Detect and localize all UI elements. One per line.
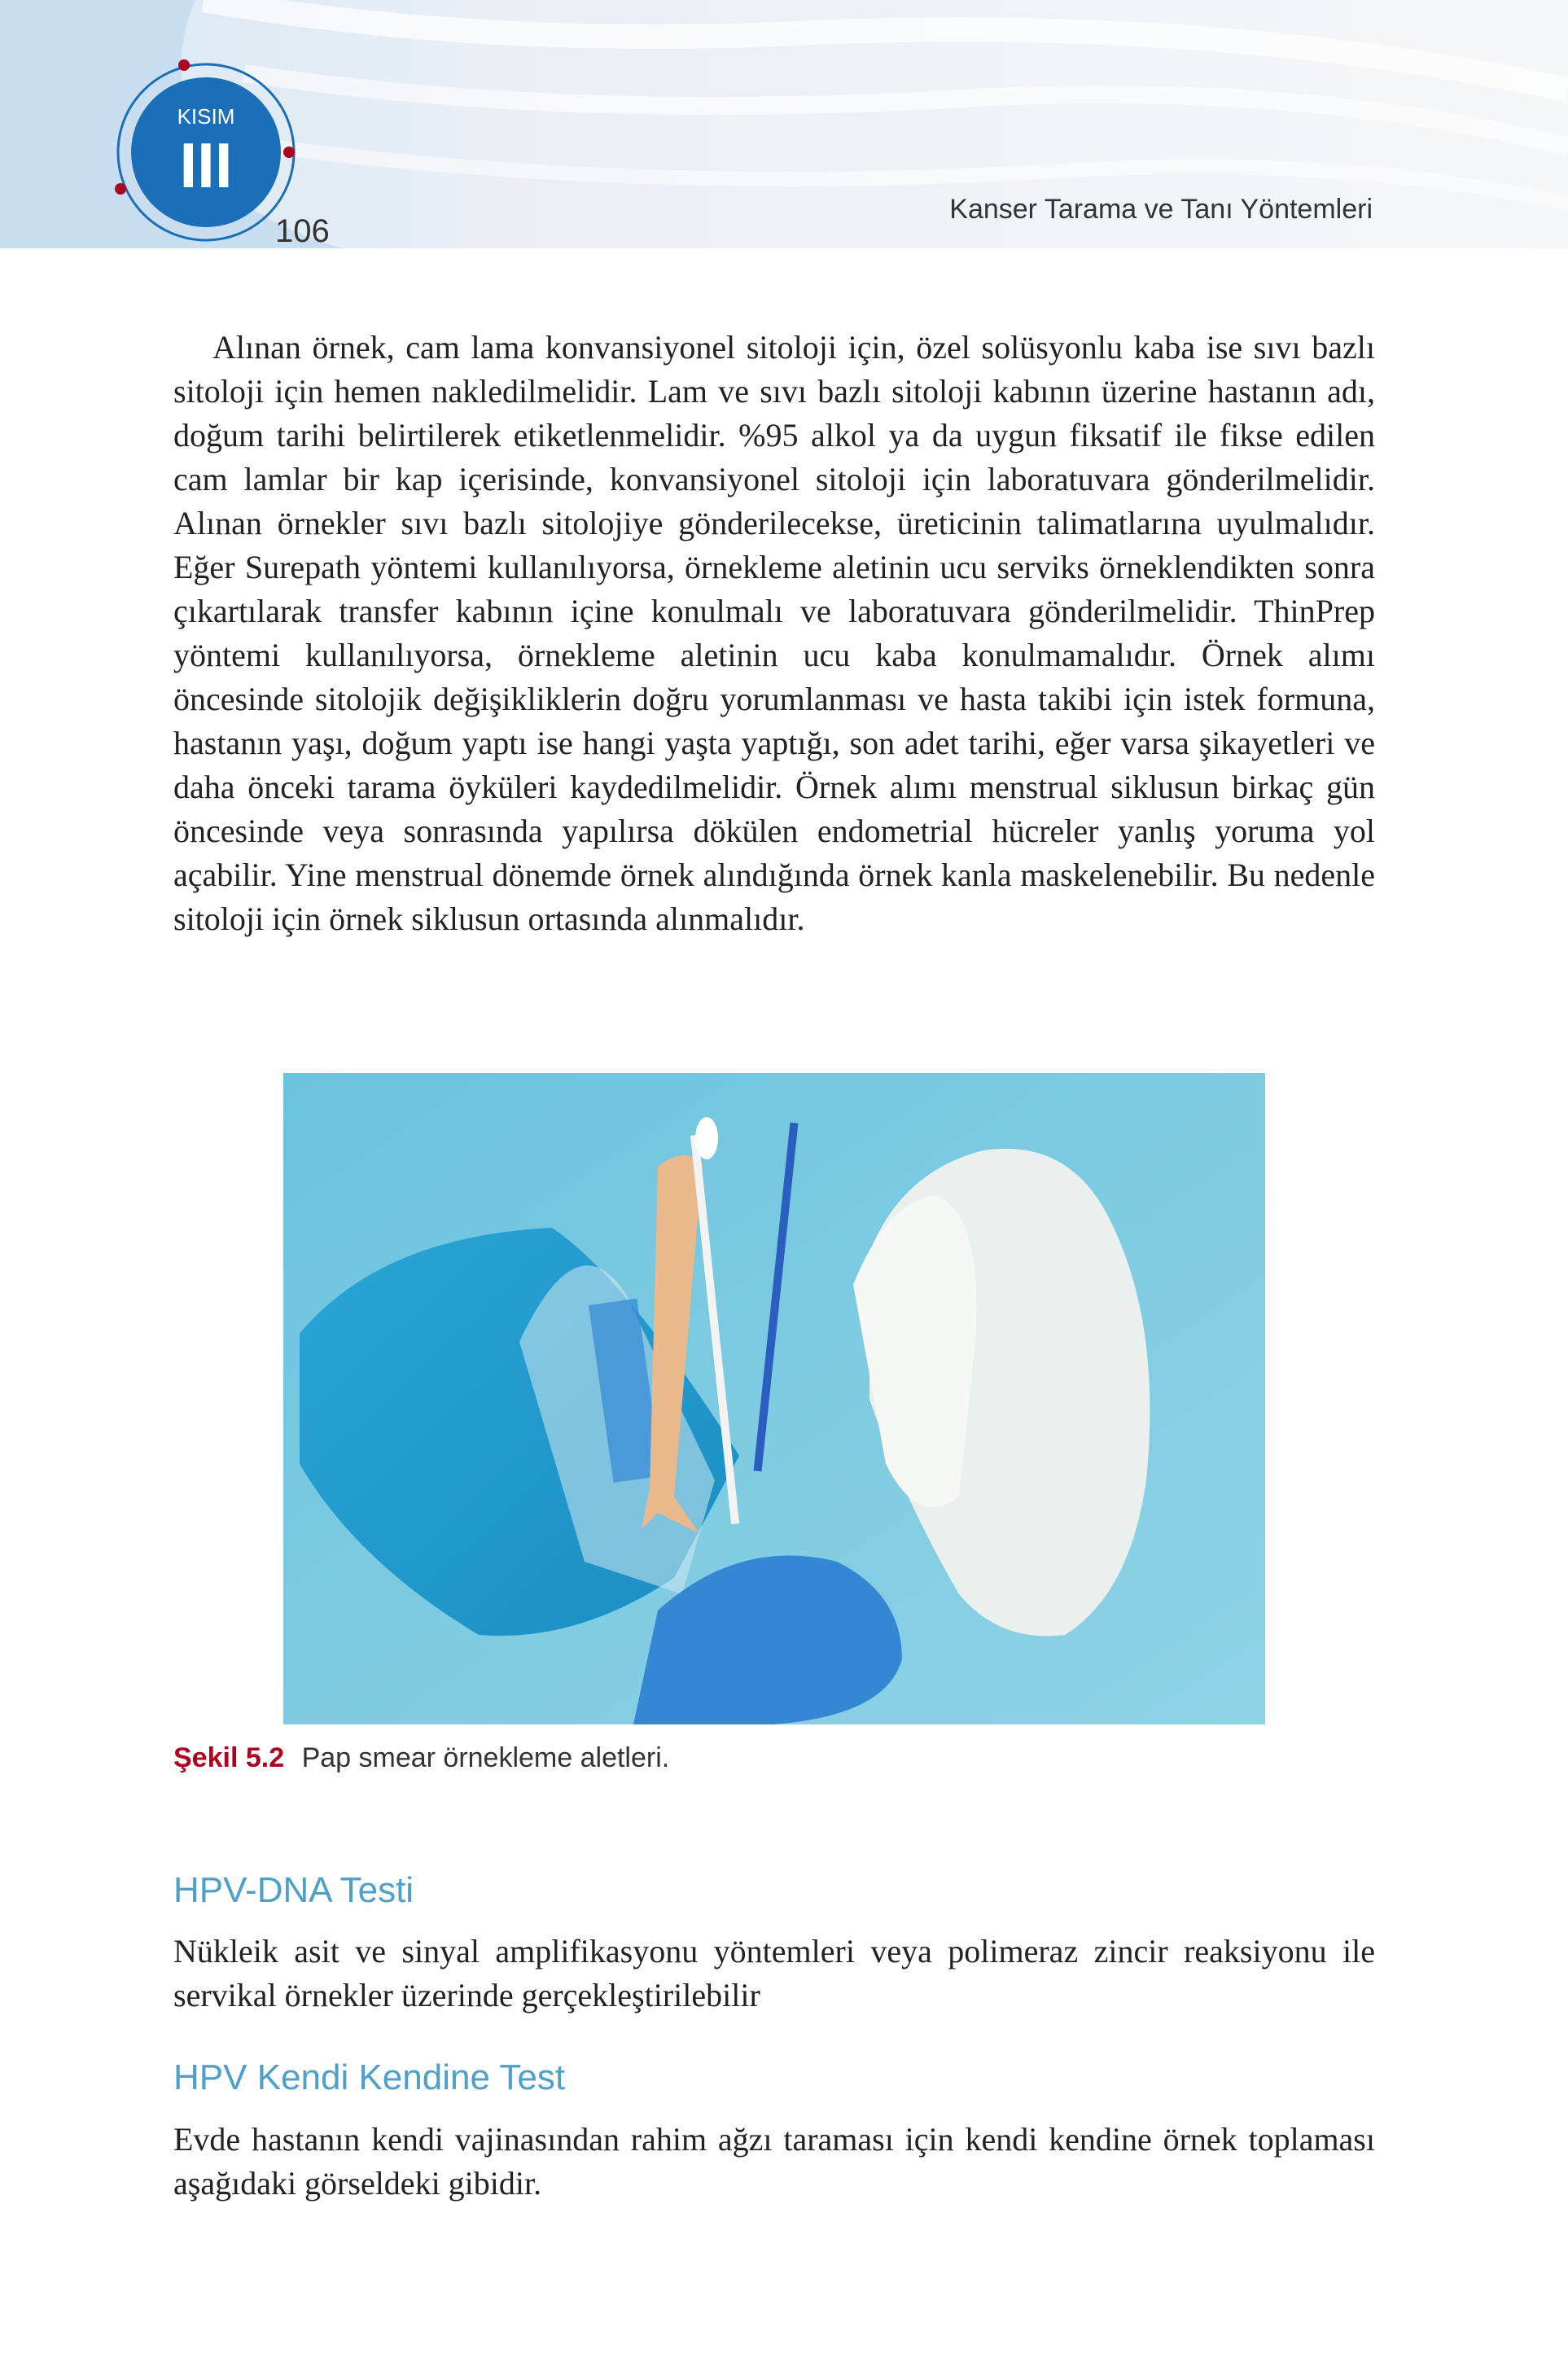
figure-caption: [173, 1742, 669, 1774]
section-heading-hpv-dna: HPV-DNA Testi: [173, 1870, 414, 1910]
page-number: 106: [275, 213, 330, 249]
part-label: KISIM: [177, 104, 235, 129]
running-title: Kanser Tarama ve Tanı Yöntemleri: [949, 194, 1373, 225]
part-badge: [112, 59, 300, 246]
figure-pap-smear-tools: [283, 1073, 1265, 1724]
figure-caption-text: Pap smear örnekleme aletleri.: [301, 1742, 670, 1773]
part-number: III: [179, 129, 233, 201]
body-paragraph-3: Evde hastanın kendi vajinasından rahim ağzı taraması için kendi kendine örnek toplaması aşağıdaki görseldeki gibidir.: [173, 2121, 1375, 2202]
body-paragraph-1: Alınan örnek, cam lama konvansiyonel sitoloji için, özel solüsyonlu kaba ise sıvı bazlı sitoloji için hemen nakledilmelidir. Lam ve sıvı bazlı sitoloji kabının üzerine hastanın adı, doğum tarihi belirtilerek etiketlenmelidir. %95 alkol ya da uygun fiksatif ile fikse edilen cam lamlar bir kap içerisinde, konvansiyonel sitoloji için laboratuvara gönderilmelidir. Alınan örnekler sıvı bazlı sitolojiye gönderilecekse, üreticinin talimatlarına uyulmalıdır. Eğer Surepath yöntemi kullanılıyorsa, örnekleme aletinin ucu serviks örneklendikten sonra çıkartılarak transfer kabının içine konulmalı ve laboratuvara gönderilmelidir. ThinPrep yöntemi kullanılıyorsa, örnekleme aletinin ucu kaba konulmamalıdır. Örnek alımı öncesinde sitolojik değişikliklerin doğru yorumlanması ve hasta takibi için istek formuna, hastanın yaşı, doğum yaptı ise hangi yaşta yaptığı, son adet tarihi, eğer varsa şikayetleri ve daha önceki tarama öyküleri kaydedilmelidir. Örnek alımı menstrual siklusun birkaç gün öncesinde veya sonrasında yapılırsa dökülen endometrial hücreler yanlış yoruma yol açabilir. Yine menstrual dönemde örnek alındığında örnek kanla maskelenebilir. Bu nedenle sitoloji için örnek siklusun ortasında alınmalıdır.: [173, 329, 1375, 937]
body-paragraph-2: Nükleik asit ve sinyal amplifikasyonu yöntemleri veya polimeraz zincir reaksiyonu ile servikal örnekler üzerinde gerçekleştirilebilir: [173, 1933, 1375, 2013]
section-heading-hpv-self-test: HPV Kendi Kendine Test: [173, 2057, 566, 2097]
figure-label: Şekil 5.2: [173, 1742, 285, 1773]
